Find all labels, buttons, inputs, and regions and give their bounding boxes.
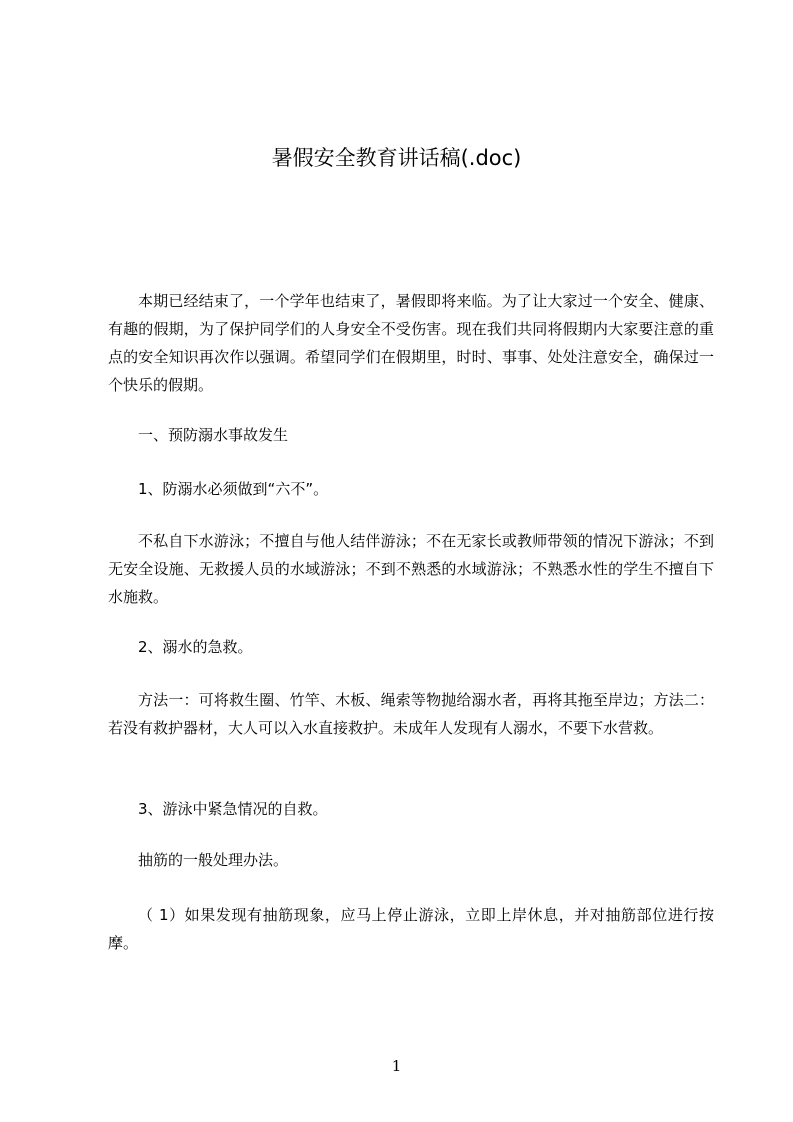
cramp-handling-heading: 抽筋的一般处理办法。 xyxy=(138,851,289,869)
subheading-first-aid: 2、溺水的急救。 xyxy=(138,638,253,656)
document-title: 暑假安全教育讲话稿(.doc) xyxy=(271,146,522,170)
page-number: 1 xyxy=(391,1057,402,1075)
section-heading-drowning: 一、预防溺水事故发生 xyxy=(138,426,289,444)
subheading-six-nots: 1、防溺水必须做到“六不”。 xyxy=(138,480,329,498)
first-aid-paragraph: 方法一：可将救生圈、竹竿、木板、绳索等物抛给溺水者，再将其拖至岸边；方法二：若没有救护器材，大人可以入水直接救护。未成年人发现有人溺水，不要下水营救。 xyxy=(108,691,714,737)
cramp-step-paragraph: （ 1）如果发现有抽筋现象，应马上停止游泳，立即上岸休息，并对抽筋部位进行按摩。 xyxy=(108,906,714,952)
subheading-self-rescue: 3、游泳中紧急情况的自救。 xyxy=(138,800,328,818)
intro-paragraph: 本期已经结束了，一个学年也结束了，暑假即将来临。为了让大家过一个安全、健康、有趣的假期，为了保护同学们的人身安全不受伤害。现在我们共同将假期内大家要注意的重点的安全知识再次作以强调。希望同学们在假期里，时时、事事、处处注意安全，确保过一个快乐的假期。 xyxy=(108,292,714,394)
six-nots-paragraph: 不私自下水游泳；不擅自与他人结伴游泳；不在无家长或教师带领的情况下游泳；不到无安全设施、无救援人员的水域游泳；不到不熟悉的水域游泳；不熟悉水性的学生不擅自下水施救。 xyxy=(108,532,714,606)
